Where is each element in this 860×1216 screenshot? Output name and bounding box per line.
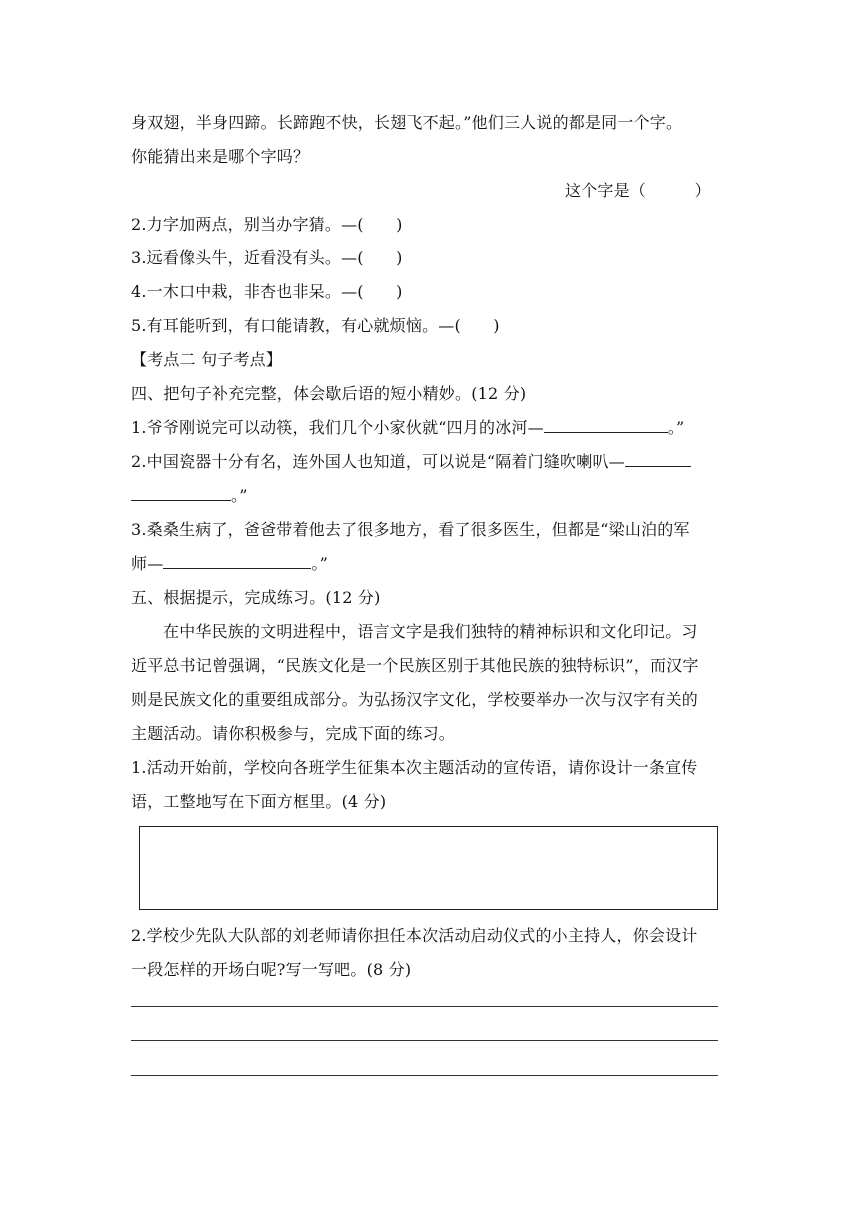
riddle-question-4: 4.一木口中栽，非杏也非呆。—( ) bbox=[131, 282, 403, 301]
sentence-3-end: 。” bbox=[311, 554, 328, 573]
sentence-1-blank[interactable] bbox=[544, 416, 668, 433]
sentence-2-blank-a[interactable] bbox=[625, 450, 691, 467]
writing-line-3[interactable] bbox=[131, 1075, 718, 1076]
section-five-title: 五、根据提示，完成练习。(12 分) bbox=[131, 588, 381, 607]
writing-line-2[interactable] bbox=[131, 1040, 718, 1041]
sentence-3-cont bbox=[131, 552, 328, 576]
section-four-title: 四、把句子补充完整，体会歇后语的短小精妙。(12 分) bbox=[131, 384, 527, 403]
sentence-3: 3.桑桑生病了，爸爸带着他去了很多地方，看了很多医生，但都是“梁山泊的军 bbox=[131, 520, 690, 539]
task-2-line-2: 一段怎样的开场白呢?写一写吧。(8 分) bbox=[131, 960, 412, 979]
passage-line-2: 近平总书记曾强调，“民族文化是一个民族区别于其他民族的独特标识”，而汉字 bbox=[131, 656, 699, 675]
answer-prompt: 这个字是（ ） bbox=[565, 181, 711, 200]
sentence-2-end: 。” bbox=[231, 486, 248, 505]
slogan-answer-box[interactable] bbox=[139, 826, 718, 910]
sentence-2-cont bbox=[131, 484, 248, 508]
passage-line-4: 主题活动。请你积极参与，完成下面的练习。 bbox=[131, 724, 456, 743]
task-1-line-1: 1.活动开始前，学校向各班学生征集本次主题活动的宣传语，请你设计一条宣传 bbox=[131, 758, 698, 777]
task-1-line-2: 语，工整地写在下面方框里。(4 分) bbox=[131, 792, 387, 811]
sentence-1 bbox=[131, 416, 684, 440]
riddle-question-5: 5.有耳能听到，有口能请教，有心就烦恼。—( ) bbox=[131, 316, 500, 335]
sentence-2-text: 2.中国瓷器十分有名，连外国人也知道，可以说是“隔着门缝吹喇叭— bbox=[131, 452, 625, 471]
sentence-3-blank[interactable] bbox=[163, 552, 311, 569]
passage-line-3: 则是民族文化的重要组成部分。为弘扬汉字文化，学校要举办一次与汉字有关的 bbox=[131, 690, 699, 709]
riddle-text-line-2: 你能猜出来是哪个字吗？ bbox=[131, 147, 310, 166]
sentence-2 bbox=[131, 450, 691, 474]
sentence-1-end: 。” bbox=[667, 418, 685, 437]
passage-line-1: 在中华民族的文明进程中，语言文字是我们独特的精神标识和文化印记。习 bbox=[163, 622, 698, 641]
sentence-3-text: 师— bbox=[131, 554, 164, 573]
sentence-2-blank-b[interactable] bbox=[131, 484, 231, 501]
riddle-text-line-1: 身双翅，半身四蹄。长蹄跑不快，长翅飞不起。”他们三人说的都是同一个字。 bbox=[131, 113, 683, 132]
riddle-question-3: 3.远看像头牛，近看没有头。—( ) bbox=[131, 248, 403, 267]
sentence-1-text: 1.爷爷刚说完可以动筷，我们几个小家伙就“四月的冰河— bbox=[131, 418, 544, 437]
task-2-line-1: 2.学校少先队大队部的刘老师请你担任本次活动启动仪式的小主持人，你会设计 bbox=[131, 926, 698, 945]
riddle-question-2: 2.力字加两点，别当办字猜。—( ) bbox=[131, 215, 403, 234]
section-heading-kaodian: 【考点二 句子考点】 bbox=[131, 350, 283, 369]
writing-line-1[interactable] bbox=[131, 1006, 718, 1007]
